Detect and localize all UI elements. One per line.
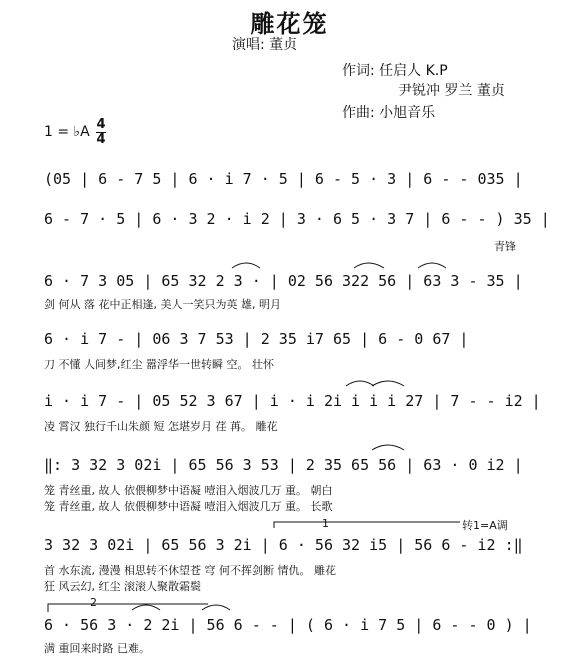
notation-system-3: 6 · 7 3 05 | 65 32 2 3 · | 02 56 322 56 | 63 3 - 35 | [44,272,523,290]
volta-1-number: 1 [322,517,329,530]
slur-mark [202,605,230,610]
slur-mark [132,605,160,610]
lyric-line-5: 凌 霄汉 独行千山朱颜 短 怎堪岁月 荏 苒。 雕花 [44,420,278,433]
lyric-line-4: 刀 不懂 人间梦,红尘 嚣浮华一世转瞬 空。 壮怀 [44,358,274,371]
volta-2-number: 2 [90,596,97,609]
slur-mark [354,263,384,268]
time-signature-top: 4 [96,117,106,132]
lyric-line-7a: 首 水东流, 漫漫 相思转不休望苍 穹 何不挥剑断 情仇。 雕花 [44,564,336,577]
time-signature-bottom: 4 [96,132,106,147]
key-signature: 1 = ♭A [44,124,90,140]
slur-mark [418,263,446,268]
notation-system-5: i · i 7 - | 05 52 3 67 | i · i 2i i i i 27 | 7 - - i2 | [44,392,541,410]
slur-mark [232,263,260,268]
slur-mark [372,445,404,450]
song-title: 雕花笼 [250,9,329,38]
lyric-line-6a: 笼 青丝重, 故人 依偎柳梦中语凝 噎泪入烟波几万 重。 朝白 [44,484,333,497]
slur-mark [372,381,404,386]
notation-system-4: 6 · i 7 - | 06 3 7 53 | 2 35 i7 65 | 6 - 0 67 | [44,330,469,348]
lyric-line-7b: 狂 风云幻, 红尘 滚滚人聚散霜鬓 [44,580,201,593]
slur-mark [346,381,374,386]
pickup-lyric: 青锋 [494,240,516,253]
lyricist-credit: 作词: 任启人 K.P [342,63,448,79]
composer-credit: 作曲: 小旭音乐 [342,105,436,121]
lyric-line-3: 剑 何从 落 花中正相逢, 美人一笑只为英 雄, 明月 [44,298,281,311]
notation-system-7: 3 32 3 02i | 65 56 3 2i | 6 · 56 32 i5 | 56 6 - i2 :‖ [44,536,523,554]
volta-1-bracket [274,522,460,528]
lyric-line-8: 满 重回来时路 已难。 [44,642,150,655]
singer-credit: 演唱: 董贞 [232,37,298,53]
notation-system-2: 6 - 7 · 5 | 6 · 3 2 · i 2 | 3 · 6 5 · 3 7 | 6 - - ) 35 | [44,210,550,228]
volta-2-bracket [48,604,208,612]
notation-system-6: ‖: 3 32 3 02i | 65 56 3 53 | 2 35 65 56 | 63 · 0 i2 | [44,456,523,474]
notation-system-8: 6 · 56 3 · 2 2i | 56 6 - - | ( 6 · i 7 5 | 6 - - 0 ) | [44,616,532,634]
modulation-mark: 转1=A调 [462,519,508,532]
lyricist-credit-2: 尹锐冲 罗兰 董贞 [398,83,505,99]
lyric-line-6b: 笼 青丝重, 故人 依偎柳梦中语凝 噎泪入烟波几万 重。 长歌 [44,500,333,513]
notation-system-1: (05 | 6 - 7 5 | 6 · i 7 · 5 | 6 - 5 · 3 | 6 - - 035 | [44,170,523,188]
